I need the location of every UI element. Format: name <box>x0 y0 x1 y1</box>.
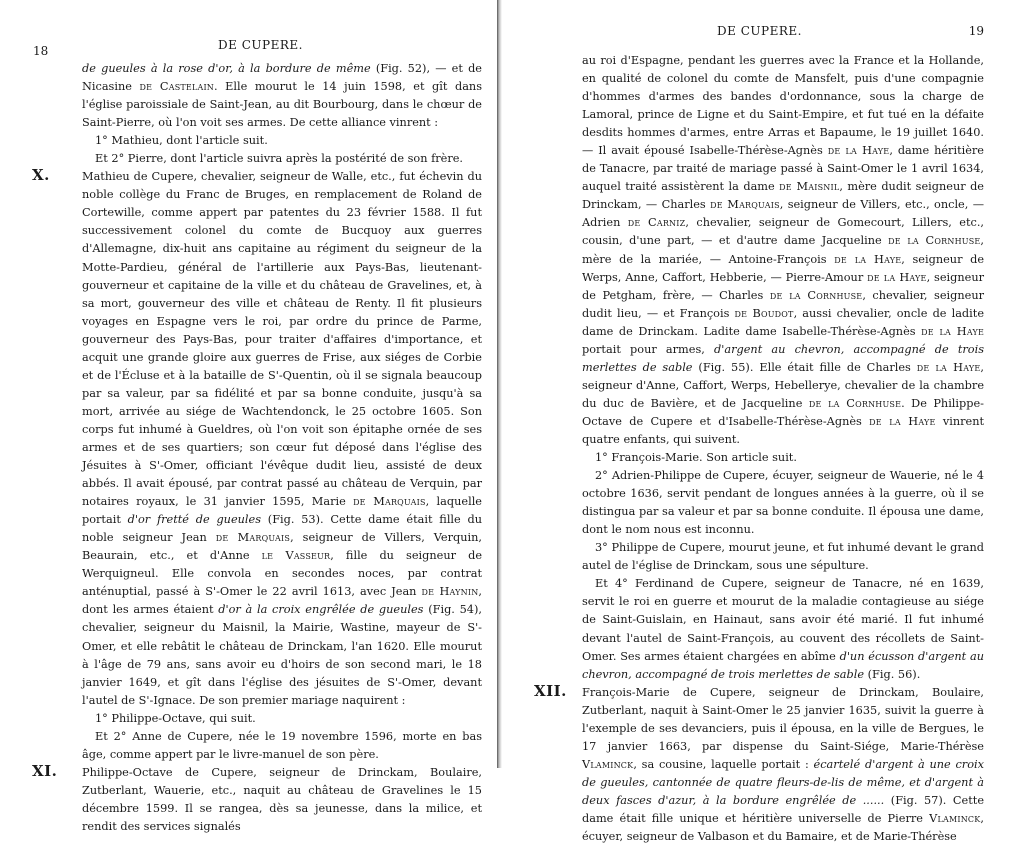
text-run: , seigneur de Villers, Verquin, Beaurain, etc., et d'Anne <box>82 531 482 563</box>
text-run: . Elle mourut le 14 juin 1598, et gît dans l'église paroissiale de Saint-Jean, au dit Bourbourg, dans le chœur de Saint-Pierre, où l'on voit ses armes. De cette alliance vinrent : <box>82 80 482 130</box>
surname-smallcaps: de Boudot <box>734 306 794 320</box>
heraldic-blazon: d'or à la croix engrêlée de gueules <box>218 603 424 617</box>
text-run: portait pour armes, <box>582 342 715 356</box>
text-run: 3° Philippe de Cupere, mourut jeune, et fut inhumé devant le grand autel de l'église de Drinckam, sous une sépulture. <box>582 541 984 573</box>
surname-smallcaps: de la Haye <box>867 270 927 284</box>
right-page-body <box>534 52 985 846</box>
text-run: 1° François-Marie. Son article suit. <box>595 451 797 465</box>
genealogy-entry <box>534 681 985 846</box>
text-run: , seigneur de Petgham, frère, — Charles <box>582 270 984 302</box>
text-run: vinrent quatre enfants, qui suivent. <box>582 414 985 446</box>
surname-smallcaps: de la Cornhuse <box>888 234 981 248</box>
paragraph <box>582 539 984 575</box>
generation-numeral: XI. <box>32 761 58 780</box>
text-run: Mathieu de Cupere, chevalier, seigneur de Walle, etc., fut échevin du noble collège du Franc de Bruges, en remplacement de Roland de Cortewille, comme appert par patentes du 23 février 1588. Il fut successivement colonel du comte de Bucquoy aux guerres d'Allemagne, dix-huit ans capitaine au régiment du seigneur de la Motte-Pardieu, général de l'artillerie aux Pays-Bas, lieutenant-gouverneur et capitaine de la ville et du château de Gravelines, et, à sa mort, gouverneur des ville et château de Renty. Il fit plusieurs voyages en Espagne vers le roi, par ordre du prince de Parme, gouverneur des Pays-Bas, pour traiter d'affaires d'importance, et acquit une grande gloire aux guerres de Frise, aux siéges de Corbie et de l'Écluse et à la bataille de S'-Quentin, où il se signala beaucoup par sa valeur, par sa fidélité et par sa bonne conduite, jusqu'à sa mort, arrivée au siége de Wachtendonck, le 25 octobre 1605. Son corps fut inhumé à Gueldres, où l'on voit son épitaphe ornée de ses armes et de ses quartiers; son cœur fut déposé dans l'église des Jésuites à S'-Omer, officiant l'évêque dudit lieu, assisté de deux abbés. Il avait épousé, par contrat passé au château de Verquin, par notaires royaux, le 31 janvier 1595, Marie <box>82 170 482 509</box>
text-run: , laquelle portait <box>82 495 482 527</box>
text-run: , mère de la mariée, — Antoine-François <box>582 234 985 266</box>
right-page-number: 19 <box>968 24 984 38</box>
paragraph <box>82 132 482 150</box>
text-run: , fille du seigneur de Werquigneul. Elle convola en secondes noces, par contrat anténuptial, passé à S'-Omer le 22 avril 1613, avec Jean <box>82 549 483 599</box>
paragraph <box>82 728 482 764</box>
surname-smallcaps: de la Cornhuse <box>808 396 902 410</box>
text-run: , écuyer, seigneur de Valbason et du Bamaire, et de Marie-Thérèse <box>582 811 984 844</box>
heraldic-blazon: d'un écusson d'argent au chevron, accompagné de trois merlettes de sable <box>582 649 985 681</box>
text-run: , sa cousine, laquelle portait : <box>633 757 814 771</box>
text-run: (Fig. 57). Cette dame était fille unique et héritière universelle de Pierre <box>582 793 985 825</box>
text-run: Et 4° Ferdinand de Cupere, seigneur de Tanacre, né en 1639, servit le roi en guerre et mourut de la maladie contagieuse au siége de Saint-Guislain, en Hainaut, sans avoir été marié. Il fut inhumé devant l'autel de Saint-François, au couvent des récollets de Saint-Omer. Ses armes étaient chargées en abîme <box>582 577 984 663</box>
surname-smallcaps: de Maisnil <box>779 180 840 194</box>
generation-numeral: XII. <box>534 681 567 700</box>
surname-smallcaps: le Vasseur <box>261 549 331 563</box>
text-run: , dame héritière de Tanacre, par traité de mariage passé à Saint-Omer le 1 avril 1634, auquel traité assistèrent la dame <box>582 144 984 194</box>
text-run: au roi d'Espagne, pendant les guerres avec la France et la Hollande, en qualité de colonel du comte de Mansfelt, puis d'une compagnie d'hommes d'armes des bandes d'ordonnance, sous la charge de Lamoral, prince de Ligne et du Saint-Empire, et fut tué en la défaite desdits hommes d'armes, entre Arras et Bapaume, le 19 juillet 1640. — Il avait épousé Isabelle-Thérèse-Agnès <box>582 54 984 158</box>
surname-smallcaps: de la Haye <box>834 252 902 266</box>
text-run: François-Marie de Cupere, seigneur de Drinckam, Boulaire, Zutberlant, naquit à Saint-Omer le 25 janvier 1635, suivit la guerre à l'exemple de ses devanciers, puis il épousa, en la ville de Bergues, le 17 janvier 1663, par dispense du Saint-Siége, Marie-Thérèse <box>582 685 984 753</box>
paragraph <box>582 575 984 683</box>
text-run: , seigneur de Villers, etc., oncle, — Adrien <box>582 198 984 230</box>
left-page-number: 18 <box>33 44 49 58</box>
genealogy-entry <box>32 166 483 709</box>
paragraph <box>582 52 984 449</box>
text-run: (Fig. 56). <box>864 667 921 681</box>
text-run: , aussi chevalier, oncle de ladite dame de Drinckam. Ladite dame Isabelle-Thérèse-Agnès <box>582 306 985 338</box>
surname-smallcaps: de Marquais <box>215 531 291 545</box>
surname-smallcaps: de Haynin <box>421 585 479 599</box>
text-run: . De Philippe-Octave de Cupere et d'Isabelle-Thérèse-Agnès <box>582 396 984 428</box>
text-run: Et 2° Anne de Cupere, née le 19 novembre 1596, morte en bas âge, comme appert par le livre-manuel de son père. <box>82 729 482 761</box>
right-running-head: DE CUPERE. <box>717 24 802 38</box>
surname-smallcaps: de la Haye <box>869 414 936 428</box>
surname-smallcaps: Vlaminck <box>582 757 634 771</box>
text-run: , seigneur de Werps, Anne, Caffort, Hebberie, — Pierre-Amour <box>582 252 985 284</box>
heraldic-blazon: écartelé d'argent à une croix de gueules, cantonnée de quatre fleurs-de-lis de même, et d'argent à deux fasces d'azur, à la bordure engrêlée de ...... <box>582 757 984 807</box>
paragraph <box>582 449 984 467</box>
paragraph <box>82 710 482 728</box>
surname-smallcaps: de la Haye <box>916 360 981 374</box>
surname-smallcaps: de la Haye <box>921 324 985 338</box>
right-page <box>502 0 1012 844</box>
heraldic-blazon: d'or fretté de gueules <box>127 513 262 527</box>
surname-smallcaps: de Marquais <box>353 495 426 509</box>
paragraph <box>82 60 482 132</box>
text-run: 1° Philippe-Octave, qui suit. <box>95 711 256 725</box>
surname-smallcaps: de Carniz <box>627 216 686 230</box>
heraldic-blazon: d'argent au chevron, accompagné de trois merlettes de sable <box>582 342 985 374</box>
generation-numeral: X. <box>32 166 50 185</box>
heraldic-blazon: de gueules à la rose d'or, à la bordure de même <box>82 62 371 75</box>
text-run: , mère dudit seigneur de Drinckam, — Charles <box>582 180 984 212</box>
text-run: , seigneur d'Anne, Caffort, Werps, Hebellerye, chevalier de la chambre du duc de Bavière, et de Jacqueline <box>582 360 984 410</box>
text-run: 1° Mathieu, dont l'article suit. <box>95 134 268 148</box>
text-run: Philippe-Octave de Cupere, seigneur de Drinckam, Boulaire, Zutberlant, Wauerie, etc., naquit au château de Gravelines le 15 décembre 1599. Il se rangea, dès sa jeunesse, dans la milice, et rendit des services signalés <box>82 765 482 833</box>
text-run: , chevalier, seigneur dudit lieu, — et François <box>582 288 984 320</box>
text-run: 2° Adrien-Philippe de Cupere, écuyer, seigneur de Wauerie, né le 4 octobre 1636, servit pendant de longues années à la guerre, où il se distingua par sa valeur et par sa bonne conduite. Il épousa une dame, dont le nom nous est inconnu. <box>582 469 984 537</box>
text-run: , chevalier, seigneur de Gomecourt, Lillers, etc., cousin, d'une part, — et d'autre dame Jacqueline <box>582 216 984 248</box>
surname-smallcaps: Vlaminck <box>929 811 981 825</box>
surname-smallcaps: de la Cornhuse <box>769 288 863 302</box>
surname-smallcaps: de Castelain <box>139 80 215 94</box>
text-run: (Fig. 55). Elle était fille de Charles <box>692 360 917 374</box>
genealogy-entry <box>32 761 482 836</box>
left-page <box>0 0 497 833</box>
text-run: (Fig. 53). Cette dame était fille du noble seigneur Jean <box>82 513 483 545</box>
paragraph <box>582 467 984 539</box>
left-running-head: DE CUPERE. <box>218 38 303 52</box>
text-run: , dont les armes étaient <box>82 585 482 617</box>
paragraph <box>82 150 482 168</box>
text-run: (Fig. 52), — et de Nicasine <box>82 62 482 94</box>
text-run: Et 2° Pierre, dont l'article suivra après la postérité de son frère. <box>95 152 464 166</box>
surname-smallcaps: de la Haye <box>827 144 890 158</box>
left-page-body <box>32 60 483 836</box>
surname-smallcaps: de Marquais <box>710 198 780 212</box>
text-run: (Fig. 54), chevalier, seigneur du Maisnil, la Mairie, Wastine, mayeur de S'-Omer, et elle rebâtit le château de Drinckam, l'an 1620. Elle mourut à l'âge de 79 ans, sans avoir eu d'hoirs de son second mari, le 18 janvier 1649, et gît dans l'église des jésuites de S'-Omer, devant l'autel de S'-Ignace. De son premier mariage naquirent : <box>82 603 482 707</box>
